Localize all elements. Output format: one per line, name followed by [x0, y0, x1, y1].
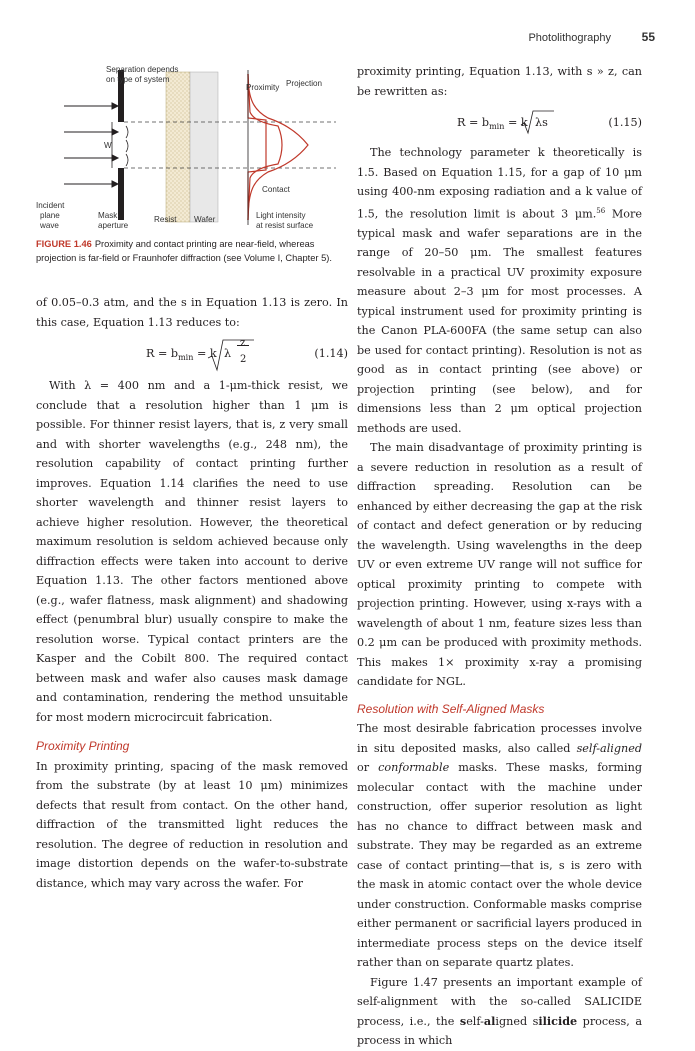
salicide-s: s [459, 1013, 467, 1028]
label-proximity: Proximity [246, 83, 280, 92]
eq115-sub: min [489, 122, 505, 132]
right-p4a: Figure 1.47 presents an important example of self-alignment with the so-called SALICIDE process, i.e., the [357, 975, 642, 1028]
label-incident-3: wave [40, 221, 59, 230]
salicide-al: al [483, 1013, 496, 1028]
right-column [357, 62, 642, 1051]
w-label: W [104, 141, 112, 150]
eq114-fraction-bar [237, 345, 249, 346]
intensity-profiles [248, 74, 308, 220]
eq114-z: z [240, 338, 246, 349]
eq115-root: λs [535, 116, 548, 129]
eq114-sub: min [178, 353, 194, 363]
eq114-r: R = b [146, 347, 179, 360]
projection-profile [248, 74, 308, 220]
left-paragraph-0: of 0.05–0.3 atm, and the s in Equation 1.13 is zero. In this case, Equation 1.13 reduces to: [36, 296, 348, 329]
label-separation-2: on type of system [106, 75, 170, 84]
right-p1b: More typical mask and wafer separations are in the range of 20–50 μm. The smallest features resolvable in a practical UV proximity exposure measure about 2–3 μm for most processes. A typical instrument used for proximity printing is the Canon PLA-600FA (the same setup can also be used for contact printing). Resolution is not as good as in contact printing (see above) or projection printing (see below), and for dimensions less than 2 μm optical projection methods are used. [357, 207, 642, 435]
label-contact: Contact [262, 185, 290, 194]
label-incident-1: Incident [36, 201, 65, 210]
left-paragraph-1: With λ = 400 nm and a 1-μm-thick resist, we conclude that a resolution higher than 1 μm is possible. For thinner resist layers, that is, z very small and with shorter wavelengths (e.g., 248 nm), the resolution capability of contact printing further improves. Equation 1.14 clarifies the need to use shorter wavelength and thinner resist layers to achieve higher resolution. However, the theoretical maximum resolution is seldom achieved because only diffraction effects were taken into account to derive Equation 1.13. The other factors mentioned above (e.g., wafer flatness, mask alignment) and shadowing effect (penumbral blur) usually conspire to make the resolution worse. Typical contact printers are the Kasper and the Cobilt 800. The required contact between mask and wafer also causes mask damage and contamination, rendering the method unsuitable for most modern microcircuit fabrication. [36, 379, 348, 724]
right-p3c: masks. These masks, forming molecular contact with the machine under construction, offer superior resolution as light has no chance to diffract between mask and substrate. They may be regarded as an extreme case of contact printing—that is, s is zero with the mask in atomic contact over the whole device under construction. Conformable masks comprise either permanent or sacrificial layers produced in intermediate process steps on the device itself rather than on separate quartz plates. [357, 761, 642, 970]
subhead-proximity-printing: Proximity Printing [36, 739, 130, 753]
eq114-two: 2 [240, 354, 247, 365]
eq115-k: = k [507, 116, 528, 129]
dashed-lines [124, 122, 336, 168]
figure-caption-text: Proximity and contact printing are near-field, whereas projection is far-field or Fraunhofer diffraction (see Volume I, Chapter 5). [36, 239, 332, 263]
eq114-k: = k [196, 347, 217, 360]
left-paragraph-2: In proximity printing, spacing of the mask removed from the substrate (by at least 10 μm) minimizes defects that result from contact. On the other hand, diffraction of the transmitted light reduces the resolution. The degree of reduction in resolution and image distortion depends on the wafer-to-substrate distance, which may vary across the wafer. For [36, 759, 348, 890]
right-p4-end: process, a process in which [357, 1014, 643, 1048]
proximity-profile [248, 74, 282, 220]
label-separation-1: Separation depends [106, 65, 179, 74]
label-mask-2: aperture [98, 221, 129, 230]
wafer [190, 72, 218, 222]
equation-1-15 [357, 101, 642, 143]
label-mask-1: Mask [98, 211, 118, 220]
right-paragraph-0: proximity printing, Equation 1.13, with s » z, can be rewritten as: [357, 65, 642, 98]
footnote-ref-56: 56 [596, 206, 606, 215]
page-number: 55 [641, 30, 655, 44]
salicide-m1: elf- [466, 1014, 484, 1028]
eq114-number: (1.14) [314, 347, 348, 360]
salicide-m2: igned s [495, 1014, 539, 1028]
wavefronts [126, 126, 128, 166]
salicide-ilicide: ilicide [538, 1013, 578, 1028]
label-light-1: Light intensity [256, 211, 306, 220]
label-incident-2: plane [40, 211, 60, 220]
right-paragraph-1 [357, 143, 642, 438]
label-wafer: Wafer [194, 215, 216, 224]
label-resist: Resist [154, 215, 177, 224]
figure-caption-label: FIGURE 1.46 [36, 239, 92, 249]
eq115-number: (1.15) [608, 116, 642, 129]
left-column [36, 293, 348, 893]
term-self-aligned: self-aligned [576, 741, 642, 755]
subhead-self-aligned-masks: Resolution with Self-Aligned Masks [357, 701, 545, 716]
right-p1a: The technology parameter k theoretically is 1.5. Based on Equation 1.15, for a gap of 10 μm using 400-nm exposing radiation and a k value of 1.5, the resolution limit is about 3 μm. [357, 146, 642, 221]
section-title: Photolithography [528, 32, 611, 44]
resist-layer [166, 72, 190, 222]
equation-1-14 [36, 332, 348, 376]
right-paragraph-4 [357, 973, 642, 1051]
label-projection: Projection [286, 79, 322, 88]
eq115-r: R = b [457, 116, 490, 129]
eq114-lambda: λ [224, 347, 232, 360]
right-paragraph-2: The main disadvantage of proximity printing is a severe reduction in resolution as a result of diffraction spreading. Resolution can be enhanced by either decreasing the gap at the risk of contact and defect generation or by reducing the wavelength. Using wavelengths in the deep UV or even extreme UV range will not suffice for optical proximity printing to compete with projection printing. However, using x-rays with a wavelength of about 1 nm, feature sizes less than 0.2 μm can be produced with proximity methods. This makes 1× proximity x-ray a promising candidate for NGL. [357, 441, 642, 689]
figure-1-46 [36, 60, 346, 244]
label-light-2: at resist surface [256, 221, 314, 230]
term-conformable: conformable [378, 761, 450, 775]
figure-caption [36, 238, 348, 265]
right-p3b: or [357, 761, 379, 775]
figure-diagram [36, 60, 346, 240]
right-p3a: The most desirable fabrication processes involve in situ deposited masks, also called [357, 722, 642, 755]
right-paragraph-3 [357, 719, 642, 973]
